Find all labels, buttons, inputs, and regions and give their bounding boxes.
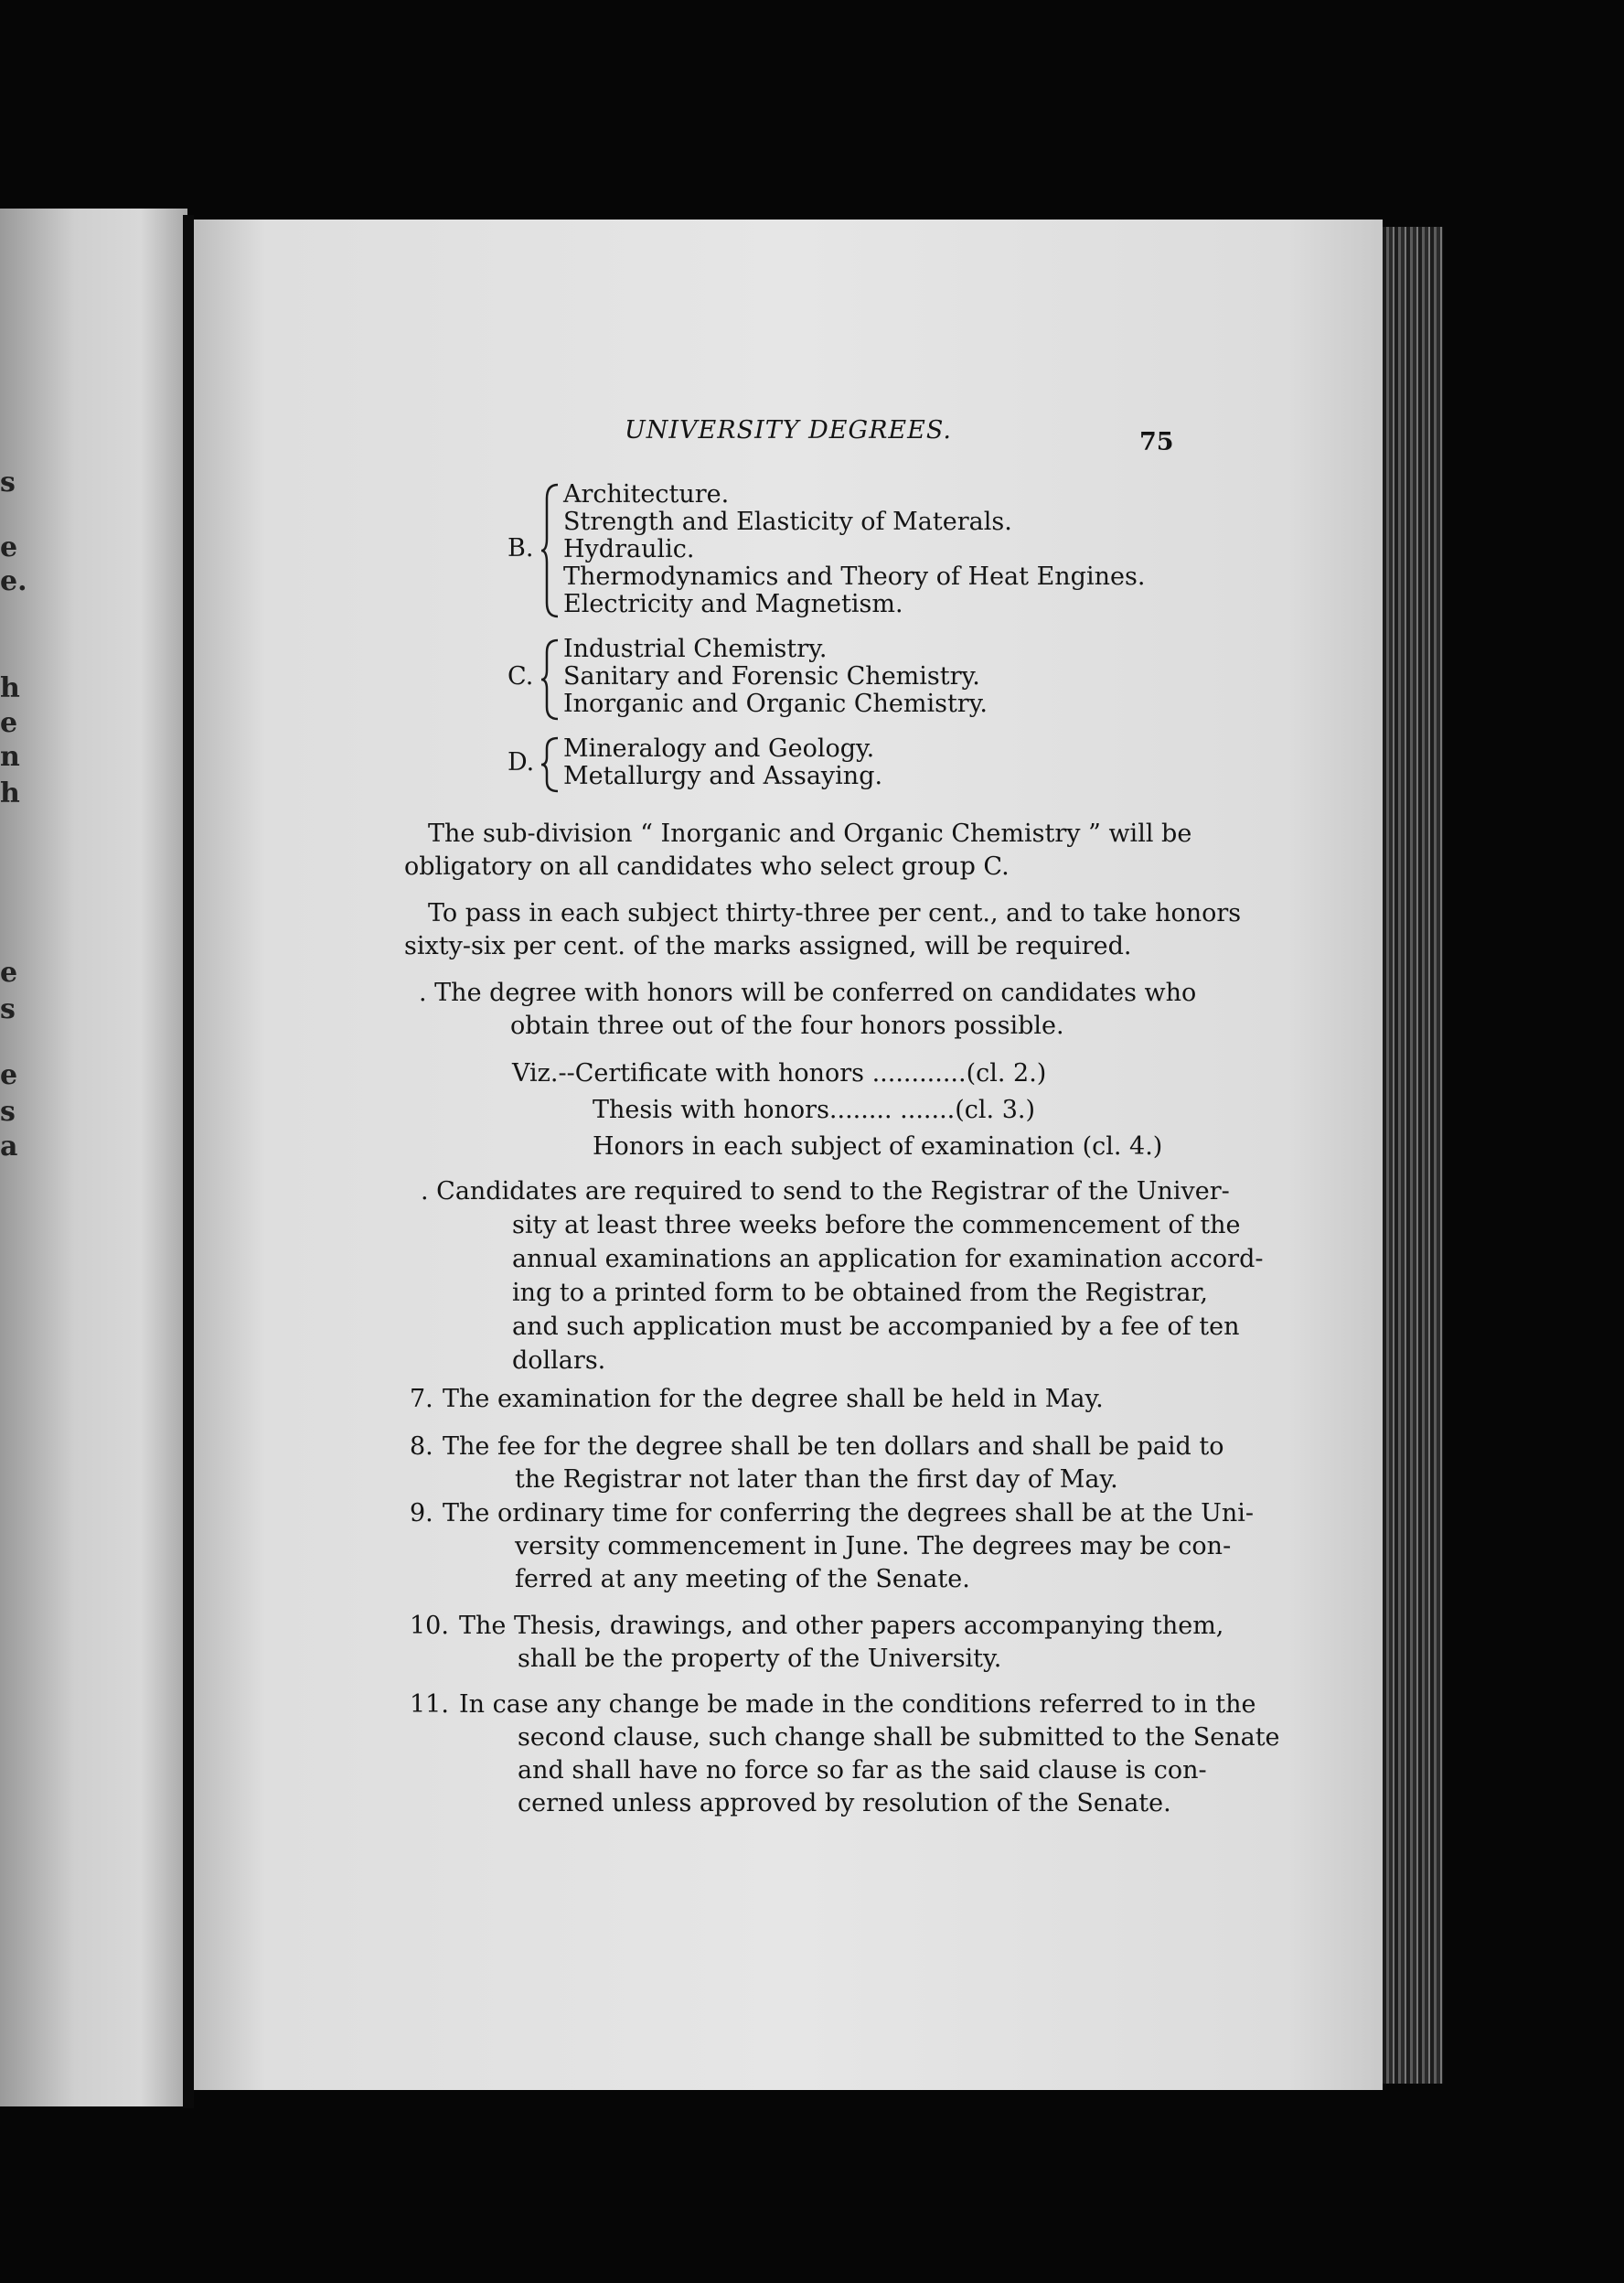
- clause-number: 9.: [410, 1499, 433, 1527]
- subject-item: Industrial Chemistry.: [563, 635, 828, 663]
- page-edges: [1383, 227, 1443, 2084]
- left-facing-page: [0, 209, 187, 2106]
- subject-item: Strength and Elasticity of Materals.: [563, 508, 1012, 536]
- brace-b: [540, 482, 561, 619]
- group-b-list: [563, 481, 1145, 618]
- brace-d: [540, 735, 561, 794]
- clause-7: 7. The examination for the degree shall be held in May.: [410, 1383, 1104, 1416]
- paragraph-pass-marks: To pass in each subject thirty-three per cent., and to take honors sixty-six per cent. of the marks assigned, will be required.: [404, 899, 1242, 960]
- paragraph-honors: . The degree with honors will be conferred on candidates who obtain three out of the four honors possible.: [419, 979, 1197, 1040]
- subject-item: Electricity and Magnetism.: [563, 590, 903, 618]
- left-page-glyph: h: [0, 777, 20, 809]
- left-page-glyph: s: [0, 1096, 16, 1128]
- clause-number: 11.: [410, 1690, 449, 1719]
- clause-11: 11. In case any change be made in the conditions referred to in the second clause, such change shall be submitted to the Senate and shall have no force so far as the said clause is con- cerned unless approved by resolution of the Senate.: [410, 1690, 1280, 1817]
- left-page-glyph: e: [0, 1059, 18, 1091]
- left-page-glyph: n: [0, 741, 20, 773]
- left-page-glyph: s: [0, 466, 16, 498]
- subject-item: Mineralogy and Geology.: [563, 734, 875, 763]
- left-page-glyph: h: [0, 672, 20, 704]
- clause-8: 8. The fee for the degree shall be ten dollars and shall be paid to the Registrar not later than the first day of May.: [410, 1432, 1224, 1494]
- clause-number: 8.: [410, 1432, 433, 1461]
- book-gutter: [183, 215, 194, 2108]
- group-c-list: [563, 636, 988, 718]
- clause-10: 10. The Thesis, drawings, and other papers accompanying them, shall be the property of the University.: [410, 1612, 1224, 1673]
- left-page-glyph: s: [0, 993, 16, 1025]
- paragraph-application: . Candidates are required to send to the Registrar of the Univer- sity at least three weeks before the commencement of the annual examinations an application for examination accord- ing to a printed form to be obtained from the Registrar, and such application must be accompanied by a fee of ten dollars.: [421, 1177, 1264, 1375]
- group-letter-b: B.: [508, 534, 534, 563]
- group-d-list: [563, 735, 882, 790]
- left-page-glyph: e: [0, 707, 18, 739]
- subject-item: Architecture.: [563, 480, 730, 509]
- clause-9: 9. The ordinary time for conferring the degrees shall be at the Uni- versity commencement in June. The degrees may be con- ferred at any meeting of the Senate.: [410, 1499, 1255, 1593]
- page-number: 75: [1139, 428, 1174, 456]
- group-letter-c: C.: [508, 662, 534, 691]
- group-letter-d: D.: [508, 748, 535, 777]
- left-page-glyph: a: [0, 1131, 18, 1163]
- honors-item: Honors in each subject of examination (cl. 4.): [593, 1132, 1163, 1161]
- left-page-glyph: e.: [0, 565, 27, 597]
- honors-item: Thesis with honors........ .......(cl. 3.): [593, 1096, 1035, 1124]
- subject-item: Metallurgy and Assaying.: [563, 762, 883, 790]
- left-page-glyph: e: [0, 957, 18, 989]
- clause-number: 7.: [410, 1385, 433, 1413]
- honors-item: Viz.--Certificate with honors ............(cl. 2.): [512, 1059, 1047, 1088]
- running-head: UNIVERSITY DEGREES.: [625, 416, 952, 445]
- subject-item: Inorganic and Organic Chemistry.: [563, 690, 988, 718]
- subject-item: Hydraulic.: [563, 535, 695, 563]
- brace-c: [540, 638, 561, 722]
- clause-number: 10.: [410, 1612, 449, 1640]
- subject-item: Sanitary and Forensic Chemistry.: [563, 662, 980, 691]
- left-page-glyph: e: [0, 531, 18, 563]
- subject-item: Thermodynamics and Theory of Heat Engines.: [563, 563, 1146, 591]
- paragraph-obligatory: The sub-division “ Inorganic and Organic Chemistry ” will be obligatory on all candidates who select group C.: [404, 820, 1192, 881]
- honors-list: [512, 1056, 1162, 1165]
